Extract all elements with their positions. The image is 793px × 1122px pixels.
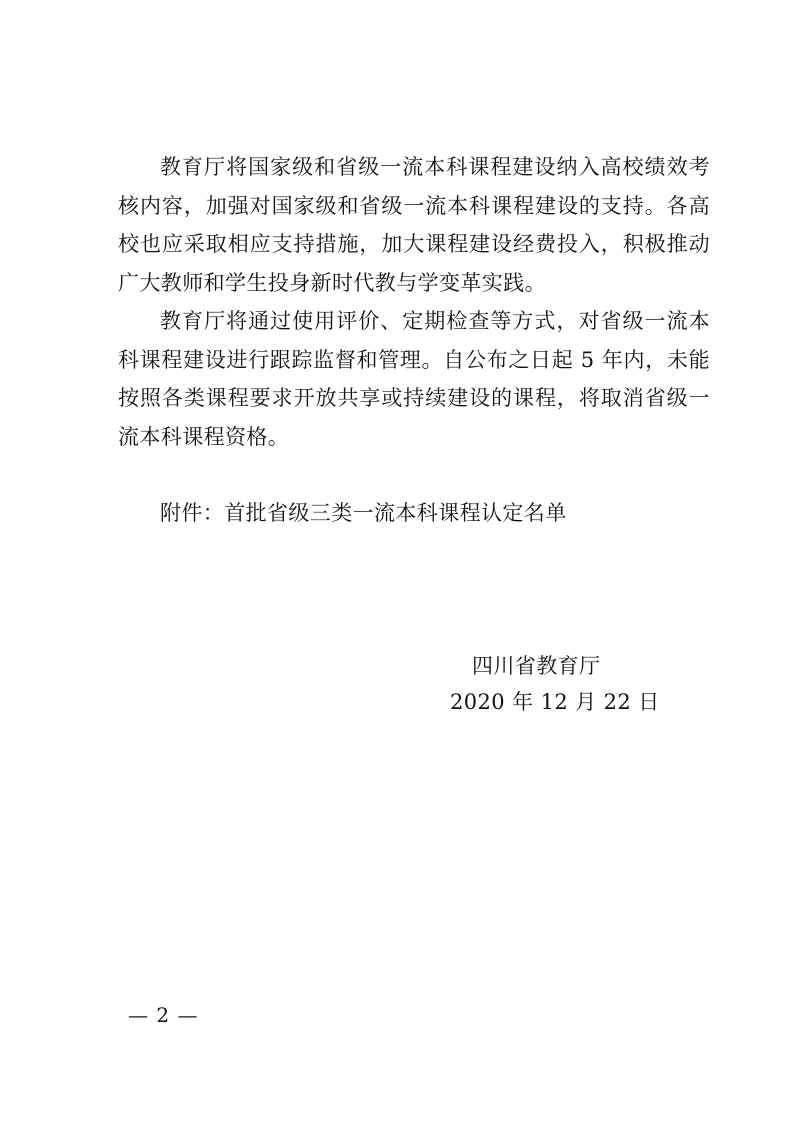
document-body	[118, 148, 710, 456]
attachment-line: 附件：首批省级三类一流本科课程认定名单	[160, 501, 567, 525]
signature-block	[420, 648, 680, 720]
issue-date: 2020 年 12 月 22 日	[450, 690, 660, 714]
page-number: — 2 —	[128, 1003, 199, 1027]
paragraph-course-support: 教育厅将国家级和省级一流本科课程建设纳入高校绩效考核内容，加强对国家级和省级一流本科课程建设的支持。各高校也应采取相应支持措施，加大课程建设经费投入，积极推动广大教师和学生投身新时代教与学变革实践。	[118, 155, 710, 295]
paragraph-course-supervision: 教育厅将通过使用评价、定期检查等方式，对省级一流本科课程建设进行跟踪监督和管理。自公布之日起 5 年内，未能按照各类课程要求开放共享或持续建设的课程，将取消省级一流本科课程资格。	[118, 309, 710, 449]
issuing-organization: 四川省教育厅	[472, 654, 601, 678]
